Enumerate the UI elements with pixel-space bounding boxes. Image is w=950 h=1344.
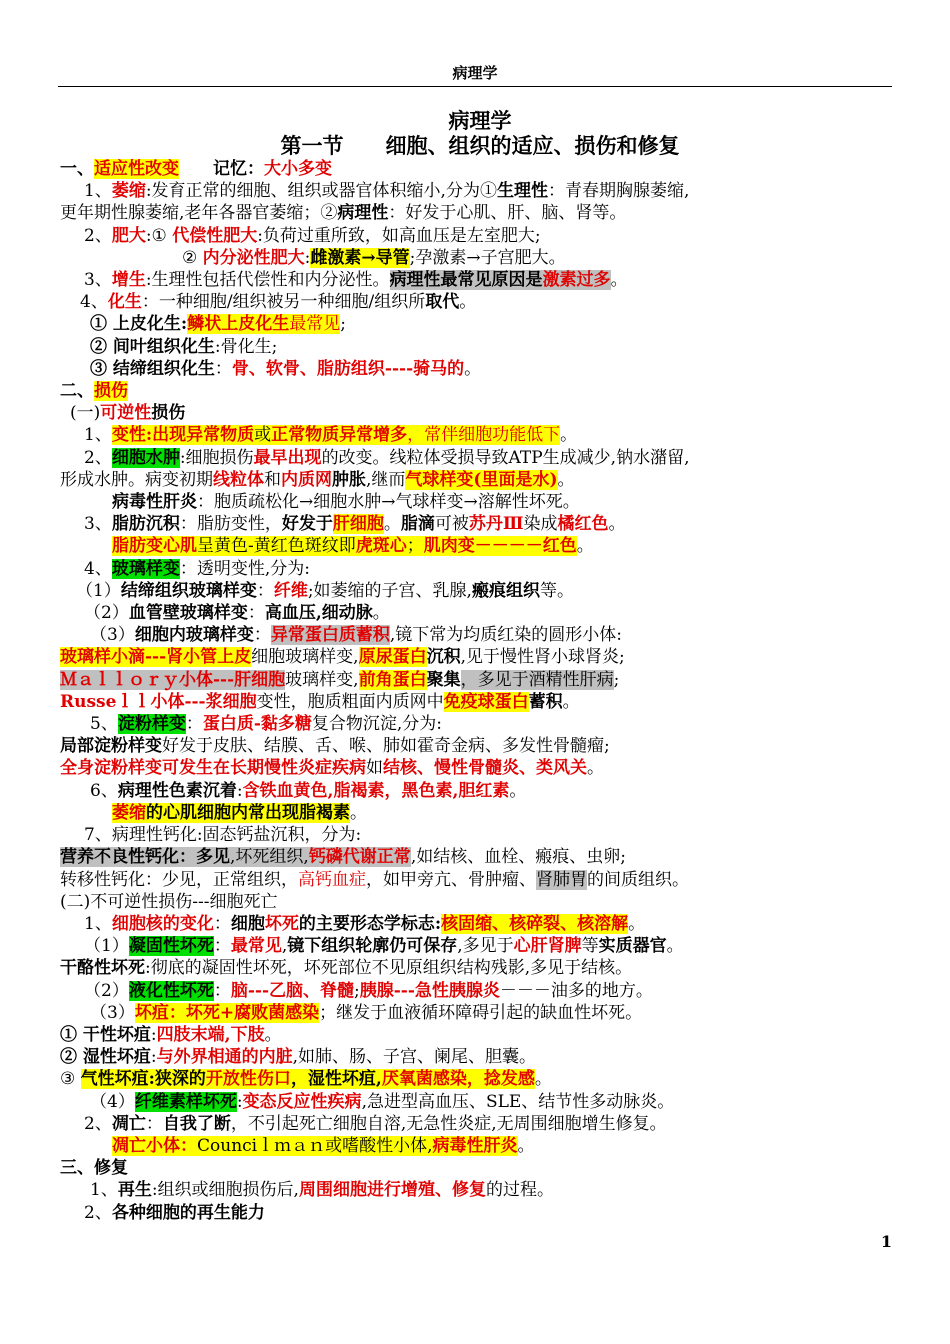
- text-run: ;孕激素→子宫肥大。: [409, 247, 566, 268]
- text-line: [60, 558, 900, 580]
- text-run: 化生: [107, 292, 142, 313]
- text-run: －－－油多的地方。: [499, 980, 653, 1001]
- text-line: [60, 424, 900, 446]
- text-run: （2）: [84, 603, 129, 624]
- text-run: 可逆性: [100, 403, 152, 424]
- text-line: [60, 380, 900, 402]
- text-line: [60, 1157, 900, 1179]
- text-run: 异常蛋白质蓄积: [270, 625, 390, 646]
- text-line: [60, 469, 900, 491]
- text-run: 自我了断: [162, 1113, 231, 1134]
- text-line: [60, 158, 900, 180]
- text-run: ③ 结缔组织化生: [90, 358, 215, 379]
- text-run: ③: [60, 1069, 81, 1090]
- text-line: [60, 846, 900, 868]
- text-run: 心肝肾脾: [513, 936, 582, 957]
- text-run: ：: [145, 1113, 163, 1134]
- text-run: 血管壁玻璃样变: [128, 603, 248, 624]
- text-run: 脂肪变心肌: [112, 536, 197, 557]
- text-run: 激素过多: [542, 270, 611, 291]
- text-run: 复合物沉淀,分为:: [311, 714, 443, 735]
- text-run: 最早出现: [253, 447, 322, 468]
- text-run: 细胞内玻璃样变: [134, 625, 254, 646]
- text-run: ；: [406, 536, 424, 557]
- text-run: 凋亡小体：: [112, 1135, 197, 1156]
- text-run: 各种细胞的再生能力: [111, 1202, 265, 1223]
- text-run: 4、: [80, 292, 108, 313]
- text-run: ，常伴细胞功能低下: [407, 425, 561, 446]
- text-run: 6、: [90, 780, 118, 801]
- text-run: 全身淀粉样变可发生在长期慢性炎症疾病: [60, 758, 366, 779]
- text-run: 肥大: [111, 225, 146, 246]
- text-run: 内分泌性肥大: [202, 247, 305, 268]
- text-run: 沉积: [426, 647, 461, 668]
- text-line: [60, 624, 900, 646]
- text-line: [60, 247, 900, 269]
- text-run: ① 上皮化生:: [90, 314, 188, 335]
- text-run: ：: [213, 980, 231, 1001]
- text-line: [60, 869, 900, 891]
- text-lines: [60, 158, 900, 1224]
- text-line: [60, 291, 900, 313]
- text-run: 好发于皮肤、结膜、舌、喉、肺如霍奇金病、多发性骨髓瘤;: [162, 736, 610, 757]
- text-run: （3）: [90, 625, 135, 646]
- text-run: 适应性改变: [94, 159, 179, 179]
- text-run: 变性，胞质粗面内质网中: [256, 691, 444, 712]
- text-run: ：透明变性,分为:: [179, 558, 310, 579]
- text-line: [60, 1068, 900, 1090]
- text-run: ② 间叶组织化生: [90, 336, 215, 357]
- text-run: ;: [354, 980, 360, 1001]
- text-run: 1、: [90, 1180, 118, 1201]
- text-run: 结核、慢性骨髓炎、类风关: [383, 758, 587, 779]
- text-run: 免疫球蛋白: [443, 691, 529, 712]
- text-run: 好发于: [281, 514, 333, 535]
- text-run: 或: [254, 425, 272, 446]
- text-run: 高钙血症: [298, 869, 366, 890]
- text-run: ：: [213, 936, 231, 957]
- text-run: 内质网: [281, 469, 332, 490]
- text-run: :生理性包括代偿性和内分泌性。: [145, 270, 390, 291]
- text-run: ：: [247, 603, 265, 624]
- text-line: [60, 1091, 900, 1113]
- text-line: [60, 980, 900, 1002]
- text-run: 三、修复: [60, 1158, 128, 1179]
- text-run: 蛋白质-黏多糖: [202, 714, 312, 735]
- text-run: ，多见于酒精性肝病: [460, 669, 614, 690]
- text-line: [60, 1202, 900, 1224]
- text-run: 周围细胞进行增殖、修复: [298, 1180, 486, 1201]
- text-run: :: [150, 1024, 157, 1045]
- text-run: :彻底的凝固性坏死，坏死部位不见原组织结构残影,多见于结核。: [145, 958, 633, 979]
- text-run: ② 湿性坏疽: [60, 1047, 151, 1068]
- text-run: 玻璃样小滴---肾小管上皮: [60, 647, 252, 668]
- text-line: [60, 447, 900, 469]
- text-run: 高血压,细动脉: [264, 603, 373, 624]
- text-run: 。: [264, 1024, 282, 1045]
- text-run: 病毒性肝炎: [432, 1135, 518, 1156]
- text-run: 脑---乙脑、脊髓: [230, 980, 354, 1001]
- text-run: ：青春期胸腺萎缩,: [547, 181, 690, 202]
- text-run: 骨、软骨、脂肪组织----骑马的: [231, 358, 465, 379]
- text-line: [60, 513, 900, 535]
- text-run: 1、: [84, 181, 112, 202]
- text-run: 。: [562, 691, 580, 712]
- text-run: 聚集: [426, 669, 461, 690]
- text-run: （2）: [84, 980, 129, 1001]
- document-title: 病理学: [448, 108, 512, 133]
- text-run: 核固缩、核碎裂、核溶解: [441, 913, 629, 934]
- text-line: [60, 891, 900, 913]
- text-run: ,如肺、肠、子宫、阑尾、胆囊。: [292, 1047, 537, 1068]
- text-run: :: [236, 1091, 243, 1112]
- text-run: 玻璃样变: [111, 558, 180, 579]
- text-line: [60, 1024, 900, 1046]
- text-run: 等。: [539, 580, 574, 601]
- text-run: 更年期性腺萎缩,老年各器官萎缩；②: [60, 203, 338, 224]
- text-run: 最常见: [230, 936, 282, 957]
- text-run: ：: [253, 625, 271, 646]
- text-line: [60, 957, 900, 979]
- text-run: [179, 159, 213, 179]
- text-run: 正常物质异常增多: [271, 425, 408, 446]
- text-run: ：: [256, 580, 274, 601]
- text-line: [60, 225, 900, 247]
- text-run: 橘红色: [557, 514, 609, 535]
- text-run: 局部淀粉样变: [60, 736, 162, 757]
- text-run: ：: [214, 358, 232, 379]
- text-run: 含铁血黄色,脂褐素，黑色素,胆红素: [242, 780, 510, 801]
- text-run: 纤维素样坏死: [134, 1091, 237, 1112]
- text-line: [60, 913, 900, 935]
- text-run: 的主要形态学标志:: [298, 913, 442, 934]
- text-run: 2、: [84, 1113, 112, 1134]
- text-run: 的心肌细胞内常出现脂褐素: [146, 802, 350, 823]
- text-run: 可被: [434, 514, 469, 535]
- text-run: (二)不可逆性损伤---细胞死亡: [60, 891, 278, 912]
- text-run: :细胞损伤: [179, 447, 254, 468]
- text-run: ,多见于: [457, 936, 514, 957]
- text-line: [60, 757, 900, 779]
- text-run: 结缔组织玻璃样变: [120, 580, 257, 601]
- text-run: 线粒体: [213, 469, 264, 490]
- text-run: 。: [459, 292, 477, 313]
- text-run: 钙磷代谢正常: [308, 847, 411, 868]
- page-number: 1: [880, 1232, 892, 1251]
- text-run: 。: [517, 1135, 535, 1156]
- text-run: 营养不良性钙化：多见: [60, 847, 230, 868]
- text-run: :组织或细胞损伤后,: [151, 1180, 299, 1201]
- text-run: 凝固性坏死: [128, 936, 214, 957]
- text-run: ,见于慢性肾小球肾炎;: [460, 647, 625, 668]
- text-run: ，如甲旁亢、骨肿瘤、: [366, 869, 536, 890]
- text-run: (一): [70, 403, 101, 424]
- text-run: ,继而: [366, 469, 406, 490]
- text-run: 肝细胞: [332, 514, 384, 535]
- text-run: （3）: [90, 1002, 135, 1023]
- text-run: 脂肪沉积: [111, 514, 180, 535]
- text-run: ②: [182, 247, 203, 268]
- text-run: 二、: [60, 381, 94, 402]
- text-line: [60, 535, 900, 557]
- text-run: 与外界相通的内脏: [156, 1047, 293, 1068]
- text-run: 代偿性肥大: [172, 225, 258, 246]
- text-run: 一、: [60, 159, 94, 179]
- text-run: 虎斑心: [355, 536, 407, 557]
- text-line: [60, 202, 900, 224]
- text-run: 5、: [90, 714, 118, 735]
- text-run: :: [236, 780, 243, 801]
- text-run: 。: [560, 425, 578, 446]
- text-run: 坏死: [264, 913, 299, 934]
- text-run: 胰腺---急性胰腺炎: [359, 980, 500, 1001]
- text-run: 前角蛋白: [358, 669, 427, 690]
- text-run: 的过程。: [485, 1180, 554, 1201]
- text-line: [60, 1046, 900, 1068]
- text-run: ,急进型高血压、SLE、结节性多动脉炎。: [361, 1091, 675, 1112]
- section-title: 第一节 细胞、组织的适应、损伤和修复: [280, 133, 680, 158]
- text-run: 。: [587, 758, 604, 779]
- text-line: [60, 1179, 900, 1201]
- text-run: 细胞玻璃样变,: [251, 647, 359, 668]
- text-line: [60, 402, 900, 424]
- document-body: [60, 108, 900, 1224]
- text-line: [60, 1002, 900, 1024]
- text-run: ,镜下常为均质红染的圆形小体:: [389, 625, 622, 646]
- text-run: 开放性伤口: [205, 1069, 291, 1090]
- text-run: 取代: [425, 292, 460, 313]
- text-run: 病毒性肝炎: [112, 492, 197, 513]
- text-run: :①: [145, 225, 173, 246]
- text-run: ,坏死组织,: [230, 847, 309, 868]
- text-run: 病理性: [337, 203, 389, 224]
- text-run: ：: [185, 714, 203, 735]
- text-run: 病理性色素沉着: [117, 780, 237, 801]
- text-run: 。: [534, 1069, 552, 1090]
- text-line: [60, 1113, 900, 1135]
- text-run: 。: [666, 936, 684, 957]
- text-run: 玻璃样变,: [285, 669, 359, 690]
- text-run: 变态反应性疾病: [242, 1091, 362, 1112]
- text-run: 。: [557, 469, 575, 490]
- text-run: :: [150, 1047, 157, 1068]
- text-run: :: [304, 247, 311, 268]
- text-run: 3、: [84, 514, 112, 535]
- header-rule: [58, 86, 892, 87]
- text-run: Counciｌｍａｎ: [197, 1135, 326, 1156]
- text-line: [60, 269, 900, 291]
- text-run: ,如结核、血栓、瘢痕、虫卵;: [410, 847, 626, 868]
- text-run: 肌肉变－－－－红色: [423, 536, 577, 557]
- text-run: 蓄积: [528, 691, 563, 712]
- text-line: [60, 780, 900, 802]
- text-line: [60, 713, 900, 735]
- text-run: 2、: [84, 1202, 112, 1223]
- text-run: :负荷过重所致，如高血压是左室肥大;: [257, 225, 541, 246]
- text-run: 气性坏疽:狭深的: [80, 1069, 206, 1090]
- text-run: Russeｌｌ小体---浆细胞: [60, 691, 257, 712]
- text-run: 的间质组织。: [587, 869, 689, 890]
- text-run: 镜下组织轮廓仍可保存: [287, 936, 458, 957]
- text-run: 。: [628, 913, 646, 934]
- text-run: ，湿性坏疽,: [290, 1069, 382, 1090]
- text-run: 转移性钙化：少见，正常组织，: [60, 869, 298, 890]
- text-run: 。: [464, 358, 482, 379]
- text-run: 细胞核的变化: [111, 913, 214, 934]
- text-run: 。: [383, 514, 401, 535]
- text-line: [60, 491, 900, 513]
- text-run: ① 干性坏疽: [60, 1024, 151, 1045]
- text-run: ;: [340, 314, 346, 335]
- text-run: ，不引起死亡细胞自溶,无急性炎症,无周围细胞增生修复。: [230, 1113, 667, 1134]
- text-run: 损伤: [94, 381, 128, 402]
- text-run: 萎缩: [111, 181, 146, 202]
- text-run: 液化性坏死: [128, 980, 214, 1001]
- text-run: :发育正常的细胞、组织或器官体积缩小,分为①: [145, 181, 497, 202]
- text-run: 。: [372, 603, 390, 624]
- text-run: 细胞: [230, 913, 265, 934]
- text-line: [60, 180, 900, 202]
- text-line: [60, 646, 900, 668]
- text-run: 原尿蛋白: [358, 647, 427, 668]
- text-run: 损伤: [151, 403, 186, 424]
- text-run: 瘢痕组织: [471, 580, 540, 601]
- text-run: 或嗜酸性小体,: [325, 1135, 433, 1156]
- text-run: 。: [576, 536, 594, 557]
- text-run: 再生: [117, 1180, 152, 1201]
- text-run: 干酪性坏死: [60, 958, 145, 979]
- text-run: ：胞质疏松化→细胞水肿→气球样变→溶解性坏死。: [197, 492, 580, 513]
- text-run: ;如萎缩的子宫、乳腺,: [307, 580, 472, 601]
- text-run: 脂滴: [400, 514, 435, 535]
- text-run: ；继发于血液循环障碍引起的缺血性坏死。: [319, 1002, 643, 1023]
- text-run: 7、病理性钙化:固态钙盐沉积，分为:: [84, 825, 362, 846]
- text-run: 细胞水肿: [111, 447, 180, 468]
- text-run: 。: [350, 802, 367, 823]
- text-run: 凋亡: [111, 1113, 146, 1134]
- text-run: :骨化生;: [214, 336, 278, 357]
- text-line: [60, 580, 900, 602]
- text-run: （1）: [84, 936, 129, 957]
- text-line: [60, 602, 900, 624]
- text-line: [60, 735, 900, 757]
- text-run: 肿胀: [332, 469, 366, 490]
- text-run: 3、: [84, 270, 112, 291]
- text-run: 如: [366, 758, 383, 779]
- text-run: 等: [581, 936, 599, 957]
- text-line: [60, 669, 900, 691]
- text-run: 4、: [84, 558, 112, 579]
- text-line: [60, 336, 900, 358]
- text-line: [60, 1135, 900, 1157]
- text-run: 萎缩: [112, 802, 146, 823]
- text-run: ,: [281, 936, 288, 957]
- text-run: 最常见: [289, 314, 341, 335]
- text-line: [60, 691, 900, 713]
- text-run: 纤维: [273, 580, 308, 601]
- text-run: 肾肺胃: [536, 869, 587, 890]
- text-run: 和: [264, 469, 281, 490]
- text-run: 1、: [84, 425, 112, 446]
- text-run: 厌氧菌感染，捻发感: [381, 1069, 535, 1090]
- text-run: 形成水肿。病变初期: [60, 469, 213, 490]
- text-run: 变性:出现异常物质: [111, 425, 255, 446]
- text-run: 。: [610, 270, 628, 291]
- text-run: 实质器官: [598, 936, 667, 957]
- text-run: 鳞状上皮化生: [187, 314, 290, 335]
- running-header: 病理学: [452, 64, 498, 82]
- text-run: 气球样变(里面是水): [405, 469, 558, 490]
- text-run: Ｍａｌｌｏｒｙ小体---肝细胞: [60, 669, 286, 690]
- text-run: 2、: [84, 225, 112, 246]
- text-run: 。: [608, 514, 626, 535]
- text-run: 四肢末端,下肢: [156, 1024, 265, 1045]
- text-line: [60, 935, 900, 957]
- text-run: 苏丹Ⅲ: [468, 514, 524, 535]
- text-line: [60, 802, 900, 824]
- text-run: ：好发于心肌、肝、脑、肾等。: [388, 203, 627, 224]
- text-line: [60, 824, 900, 846]
- text-run: 雌激素→导管: [310, 247, 410, 268]
- text-run: 淀粉样变: [117, 714, 186, 735]
- text-run: ：: [213, 913, 231, 934]
- text-run: 记忆：: [213, 159, 264, 179]
- text-run: 2、: [84, 447, 112, 468]
- text-run: 生理性: [496, 181, 548, 202]
- text-run: 病理性最常见原因是: [389, 270, 543, 291]
- text-run: ;: [613, 669, 620, 690]
- text-run: 。: [509, 780, 527, 801]
- text-run: 1、: [84, 913, 112, 934]
- text-run: ：脂肪变性，: [179, 514, 282, 535]
- text-run: 呈黄色-黄红色斑纹即: [197, 536, 356, 557]
- text-run: 坏疽：坏死+腐败菌感染: [134, 1002, 320, 1023]
- text-run: 增生: [111, 270, 146, 291]
- text-run: （1）: [76, 580, 121, 601]
- text-line: [60, 358, 900, 380]
- text-run: ：一种细胞/组织被另一种细胞/组织所: [141, 292, 426, 313]
- text-line: [60, 313, 900, 335]
- text-run: （4）: [90, 1091, 135, 1112]
- text-run: 的改变。线粒体受损导致ATP生成减少,钠水潴留,: [321, 447, 690, 468]
- text-run: 染成: [523, 514, 558, 535]
- text-run: 大小多变: [264, 159, 332, 179]
